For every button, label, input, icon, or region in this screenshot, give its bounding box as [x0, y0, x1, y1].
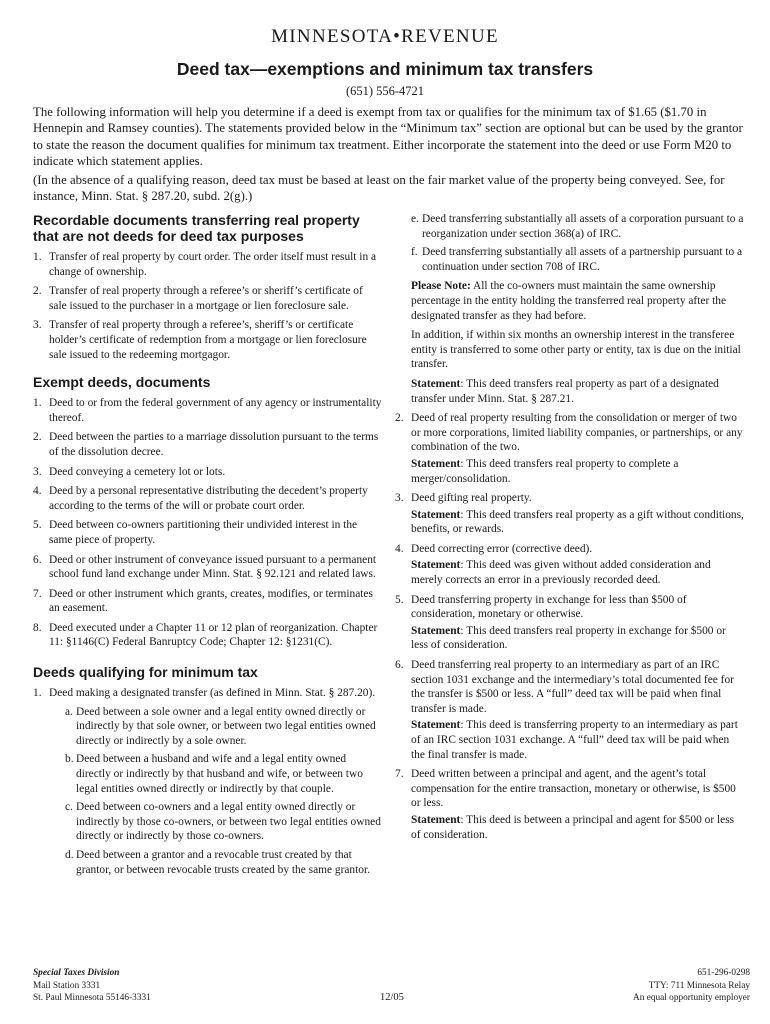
footer-address	[33, 967, 151, 1005]
sub-item: a. Deed between a sole owner and a legal entity owned directly or indirectly by that sole owner, or between two legal entities owned directly or indirectly by a sole owner.	[65, 705, 376, 747]
list-item: 6. Deed transferring real property to an intermediary as part of an IRC section 1031 exchange and the intermediary’s total documented fee for the transfer is $500 or less. A “full” deed tax will be paid when final transfer is made. Statement: This deed is transferring property to an intermediary as part of an IRC section 1031 exchange. A “full” deed tax will be paid when the final transfer is made.	[395, 658, 745, 762]
list-item: 7. Deed or other instrument which grants, creates, modifies, or terminates an easement.	[33, 587, 373, 615]
list-item: 8. Deed executed under a Chapter 11 or 12 plan of reorganization. Chapter 11: §1146(C) Federal Banruptcy Code; Chapter 12: §1231(C).	[33, 621, 378, 649]
exempt-list	[33, 396, 383, 650]
list-item: 5. Deed transferring property in exchange for less than $500 of consideration, monetary or otherwise. Statement: This deed transfers real property in exchange for $500 or less of consideration.	[395, 593, 745, 653]
statement: Statement: This deed transfers real property as a gift without conditions, benefits, or rewards.	[411, 508, 744, 536]
section-heading-recordable: Recordable documents transferring real property that are not deeds for deed tax purposes	[33, 212, 360, 244]
list-item: 4. Deed correcting error (corrective deed). Statement: This deed was given without added consideration and merely corrects an error in a previously recorded deed.	[395, 542, 745, 588]
list-item: 1. Deed making a designated transfer (as defined in Minn. Stat. § 287.20). a. Deed between a sole owner and a legal entity owned directly or indirectly by that sole owner, or between two legal entities owned directly or indirectly by a sole owner. b. Deed between a husband and wife and a legal entity owned directly or indirectly by that husband and wife, or between two legal entities owned directly or indirectly by that couple. c. Deed between co-owners and a legal entity owned directly or indirectly by those co-owners, or between two legal entities owned directly or indirectly by those co-owners. d. Deed between a grantor and a revocable trust created by that grantor, or between revocable trusts created by the same grantor.	[33, 686, 383, 877]
footer-eoe: An equal opportunity employer	[633, 993, 750, 1003]
list-item: 3. Deed conveying a cemetery lot or lots.	[33, 465, 226, 478]
statement: Statement: This deed is between a principal and agent for $500 or less of consideration.	[411, 813, 735, 841]
statement: Statement: This deed transfers real property to complete a merger/consolidation.	[411, 457, 679, 485]
statement: Statement: This deed transfers real property in exchange for $500 or less of consideration.	[411, 624, 726, 652]
list-item: 3. Transfer of real property through a referee’s, sheriff’s or certificate holder’s certificate of redemption from a mortgage or lien foreclosure sale issued to the redeeming mortgagor.	[33, 319, 367, 361]
sub-item: b. Deed between a husband and wife and a legal entity owned directly or indirectly by that husband and wife, or between two legal entities owned directly or indirectly by that couple.	[65, 753, 363, 795]
intro-note: (In the absence of a qualifying reason, deed tax must be based at least on the fair market value of the property being conveyed. See, for instance, Minn. Stat. § 287.20, subd. 2(g).)	[33, 173, 725, 204]
statement: Statement: This deed is transferring property to an intermediary as part of an IRC section 1031 exchange. A “full” deed tax will be paid when the final transfer is made.	[411, 719, 738, 761]
footer-tty: TTY: 711 Minnesota Relay	[648, 980, 750, 991]
footer-date: 12/05	[380, 992, 404, 1003]
sub-item: f. Deed transferring substantially all assets of a partnership pursuant to a continuation under section 708 of IRC.	[411, 246, 743, 273]
list-item: 1. Deed to or from the federal government of any agency or instrumentality thereof.	[33, 397, 382, 424]
list-item: 4. Deed by a personal representative distributing the decedent’s property according to the terms of the will or probate court order.	[33, 485, 368, 512]
list-item: 2. Transfer of real property through a referee’s or sheriff’s certificate of sale issued to the purchaser in a mortgage or lien foreclosure sale.	[33, 285, 363, 312]
footer-mail-station: Mail Station 3331	[33, 980, 101, 991]
list-item: 5. Deed between co-owners partitioning their undivided interest in the same piece of property.	[33, 519, 358, 546]
footer-phone: 651-296-0298	[697, 968, 750, 978]
list-item: 3. Deed gifting real property. Statement: This deed transfers real property as a gift without conditions, benefits, or rewards.	[395, 492, 744, 536]
list-item: 2. Deed of real property resulting from the consolidation or merger of two or more corporations, limited liability companies, or partnerships, or any combination of the two. Statement: This deed transfers real property to complete a merger/consolidation.	[395, 411, 745, 486]
section-heading-minimum-tax: Deeds qualifying for minimum tax	[33, 664, 258, 681]
statement: Statement: This deed transfers real property as part of a designated transfer under Minn. Stat. § 287.21.	[411, 377, 719, 405]
statement: Statement: This deed was given without added consideration and merely corrects an error in a previously recorded deed.	[411, 559, 711, 587]
minimum-tax-list-continued	[395, 411, 745, 842]
please-note: Please Note: All the co-owners must maintain the same ownership percentage in the entity holding the transferred real property after the designated transfer as they had before.	[411, 280, 726, 322]
footer-division: Special Taxes Division	[33, 968, 120, 978]
left-column	[33, 212, 383, 882]
intro-paragraph: The following information will help you determine if a deed is exempt from tax or qualifies for the minimum tax of $1.65 ($1.70 in Hennepin and Ramsey counties). The statements provided below in the “Minimum tax” section are optional but can be used by the grantor to state the reason the document qualifies for minimum tax treatment. Either incorporate the statement into the deed or use Form M20 to indicate which statement applies.	[33, 105, 743, 168]
footer-contact	[633, 967, 750, 1005]
masthead-logo: MINNESOTA•REVENUE	[271, 26, 499, 47]
addition-note: In addition, if within six months an ownership interest in the transferee entity is transferred to some other party or entity, tax is due on the initial transfer.	[411, 329, 741, 371]
sub-item: e. Deed transferring substantially all assets of a corporation pursuant to a reorganization under section 368(a) of IRC.	[411, 213, 744, 240]
list-item: 7. Deed written between a principal and agent, and the agent’s total compensation for the entire transaction, monetary or otherwise, is $500 or less. Statement: This deed is between a principal and agent for $500 or less of consideration.	[395, 767, 745, 842]
phone-number: (651) 556-4721	[345, 84, 425, 98]
minimum-tax-list	[33, 686, 383, 877]
list-item: 2. Deed between the parties to a marriage dissolution pursuant to the terms of the dissolution decree.	[33, 431, 379, 458]
list-item: 1. Transfer of real property by court order. The order itself must result in a change of ownership.	[33, 251, 377, 278]
section-heading-exempt: Exempt deeds, documents	[33, 374, 211, 391]
page-title: Deed tax—exemptions and minimum tax transfers	[176, 59, 594, 79]
sub-item: c. Deed between co-owners and a legal entity owned directly or indirectly by those co-owners, or between two legal entities owned directly or indirectly by those co-owners.	[65, 801, 381, 843]
list-item: 6. Deed or other instrument of conveyance issued pursuant to a permanent school fund land exchange under Minn. Stat. § 92.121 and related laws.	[33, 553, 377, 581]
footer-city: St. Paul Minnesota 55146-3331	[33, 993, 151, 1003]
recordable-list	[33, 250, 383, 362]
right-column	[395, 212, 745, 847]
sub-item: d. Deed between a grantor and a revocable trust created by that grantor, or between revocable trusts created by the same grantor.	[65, 849, 370, 876]
